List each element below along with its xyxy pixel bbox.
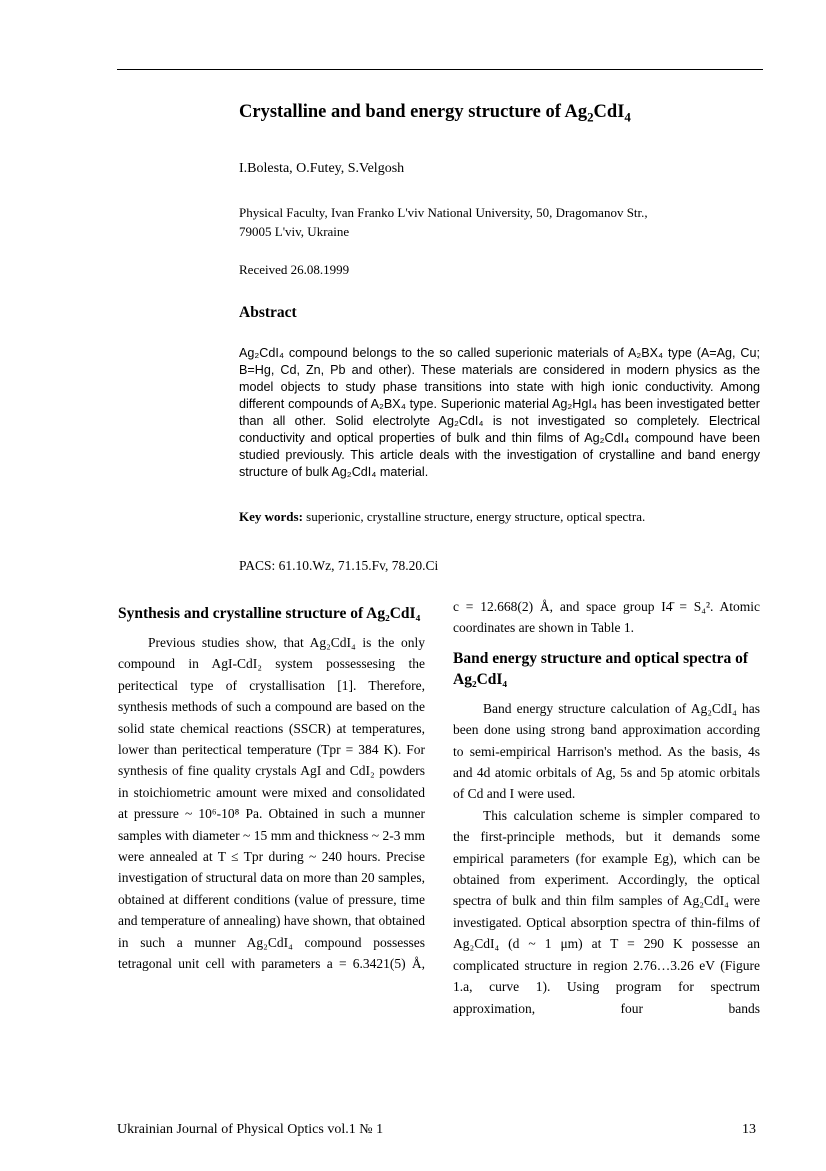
affiliation-line-2: 79005 L'viv, Ukraine — [239, 224, 350, 239]
article-title: Crystalline and band energy structure of $Ag_2CdI_4$ — [239, 102, 631, 125]
affiliation-line-1: Physical Faculty, Ivan Franko L'viv National University, 50, Dragomanov Str., — [239, 205, 648, 220]
affiliation — [239, 203, 759, 241]
paragraph-space-group: c = 12.668(2) Å, and space group I4̄ = S₄². Atomic coordinates are shown in Table 1. — [453, 599, 760, 636]
keywords-text: superionic, crystalline structure, energy structure, optical spectra. — [302, 509, 646, 524]
keywords-label: Key words: — [239, 509, 303, 524]
paragraph-band-calculation: Band energy structure calculation of Ag₂CdI₄ has been done using strong band approximation according to semi-empirical Harrison's method. As the basis, 4s and 4d atomic orbitals of Ag, 5s and 5p atomic orbitals of Cd and I were used. — [453, 700, 760, 802]
header-rule — [117, 69, 763, 70]
authors: I.Bolesta, O.Futey, S.Velgosh — [239, 161, 405, 176]
keywords — [239, 509, 645, 525]
abstract-text: Ag₂CdI₄ compound belongs to the so called superionic materials of A₂BX₄ type (A=Ag, Cu; B=Hg, Cd, Zn, Pb and other). These materials are considered in modern physics as the model objects to study phase transitions into state with high ionic conductivity. Among different compounds of A₂BX₄ type. Superionic material Ag₂HgI₄ has been investigated better than all other. Solid electrolyte Ag₂CdI₄ is not investigated so completely. Electrical conductivity and optical properties of bulk and thin films of Ag₂CdI₄ compound have been studied previously. This article deals with the investigation of crystalline and band energy structure of bulk Ag₂CdI₄ material. — [239, 346, 760, 479]
pacs-codes: PACS: 61.10.Wz, 71.15.Fv, 78.20.Ci — [239, 558, 439, 573]
left-column — [118, 603, 425, 975]
right-column — [453, 596, 760, 1019]
paragraph-optical-spectra: This calculation scheme is simpler compared to the first-principle methods, but it demands some empirical parameters (for example Eg), which can be obtained from experiment. Accordingly, the optical spectra of bulk and thin film samples of Ag₂CdI₄ were investigated. Optical absorption spectra of thin-films of Ag₂CdI₄ (d ~ 1 μm) at T = 290 K possesse an complicated structure in region 2.76…3.26 eV (Figure 1.a, curve 1). Using program for spectrum approximation, four bands — [453, 807, 760, 1016]
received-date: Received 26.08.1999 — [239, 262, 350, 277]
footer-journal: Ukrainian Journal of Physical Optics vol.1 № 1 — [117, 1122, 384, 1137]
page-number: 13 — [742, 1122, 756, 1137]
paragraph-synthesis: Previous studies show, that Ag₂CdI₄ is the only compound in AgI-CdI₂ system possessesing the peritectical type of crystallisation [1]. Therefore, synthesis methods of such a compound are based on the solid state chemical reactions (SSCR) at temperatures, lower than peritectical temperature (Tpr = 384 K). For synthesis of fine quality crystals AgI and CdI₂ powders in stoichiometric amount were mixed and consolidated at pressure ~ 10⁶-10⁸ Pa. Obtained in such a munner samples with diameter ~ 15 mm and thickness ~ 2-3 mm were annealed at T ≤ Tpr during ~ 240 hours. Precise investigation of structural data on more than 20 samples, obtained at different conditions (value of pressure, time and temperature of annealing) have shown, that obtained in such a munner Ag₂CdI₄ compound possesses tetragonal unit cell with parameters a = 6.3421(5) Å, — [118, 635, 425, 972]
section-heading-synthesis: Synthesis and crystalline structure of Ag₂CdI₄ — [118, 605, 421, 622]
abstract-heading: Abstract — [239, 304, 297, 321]
section-heading-band-structure: Band energy structure and optical spectra of Ag₂CdI₄ — [453, 649, 749, 688]
